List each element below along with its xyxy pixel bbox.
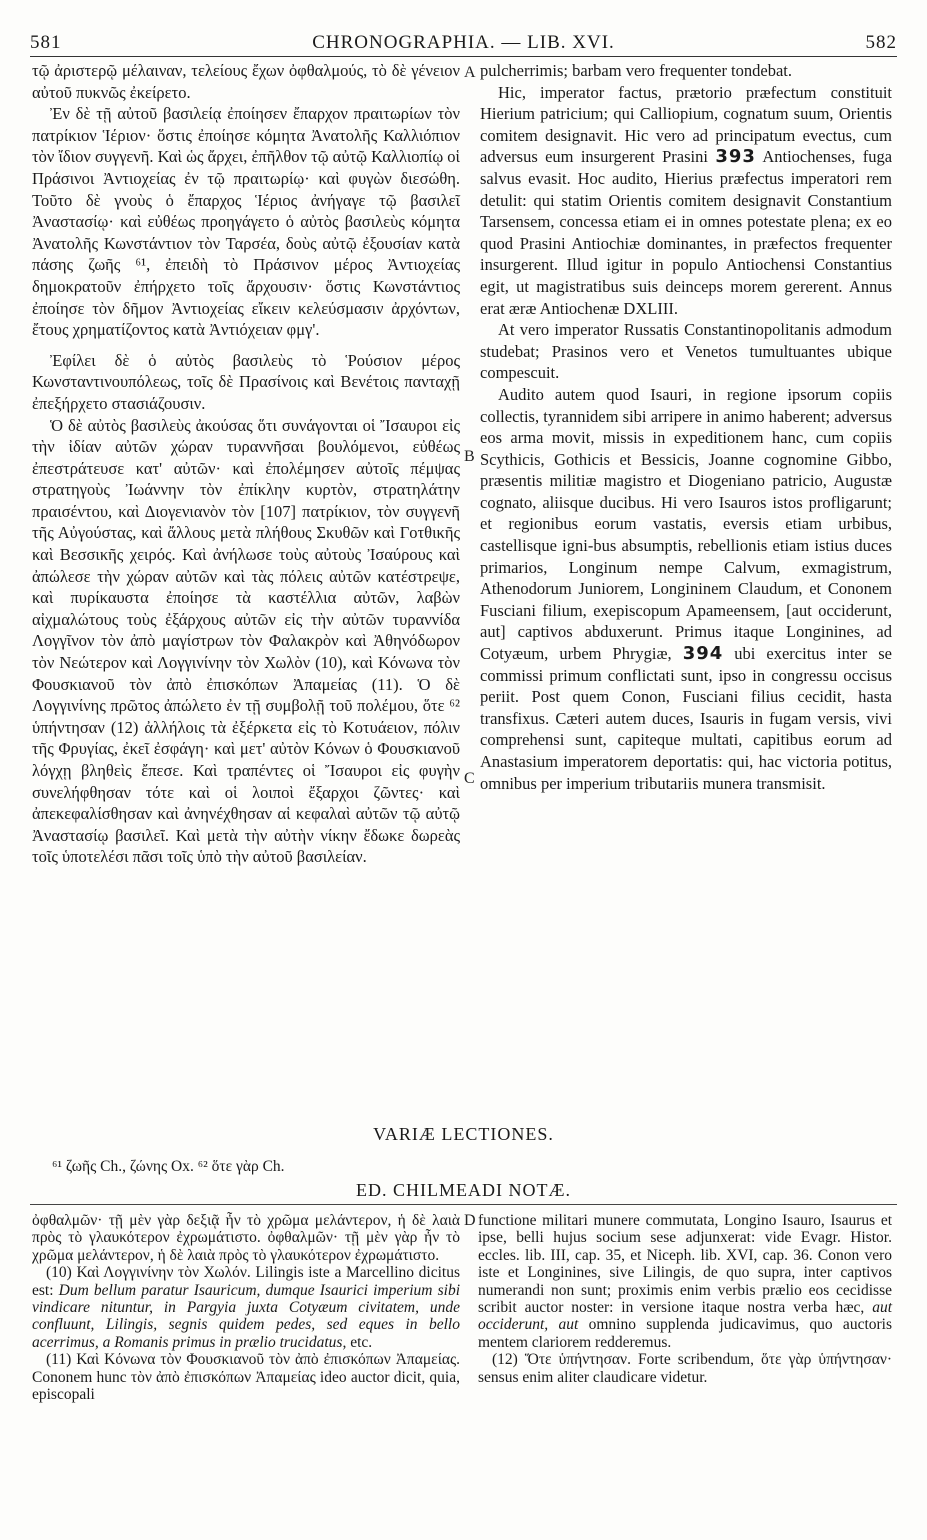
latin-paragraph: At vero imperator Russatis Constantinopolitanis admodum studebat; Prasinos vero et Venetos tumultuantes ubique compescuit. <box>480 320 892 383</box>
note-paragraph: ὀφθαλμῶν· τῇ μὲν γὰρ δεξιᾷ ἦν τὸ χρῶμα μελάντερον, ἡ δὲ λαιὰ πρὸς τὸ γλαυκότερον ἐχρωμάτιστο. ὀφθαλμῶν· τῇ μὲν γὰρ ἦν τὸ χρῶμα μελάντερον, ἡ δὲ λαιὰ πρὸς τὸ γλαυκότερον ἐχρωμάτιστο. <box>32 1212 460 1264</box>
greek-paragraph: Ἐν δὲ τῇ αὐτοῦ βασιλείᾳ ἐποίησεν ἔπαρχον πραιτωρίων τὸν πατρίκιον Ἱέριον· ὅστις ἐποίησε κόμητα Ἀνατολῆς Καλλιόπιον τὸν ἴδιον συγγενῆ. Καὶ ὡς ἄρχει, ἐπῆλθον τῷ αὐτῷ Καλλιοπίῳ οἱ Πράσινοι Ἀντιοχείας ἐν τῷ πραιτωρίῳ· καὶ φυγὼν διεσώθη. Τοῦτο δὲ γνοὺς ὁ ἔπαρχος Ἱέριος ἀνήγαγε τῷ βασιλεῖ Ἀναστασίῳ· καὶ εὐθέως προηγάγετο ὁ αὐτὸς βασιλεὺς κόμητα Ἀνατολῆς Κωνστάντιον τὸν Ταρσέα, δοὺς αὐτῷ ἐξουσίαν κατὰ πάσης ζωῆς ⁶¹, ἐπειδὴ τὸ Πράσινον μέρος Ἀντιοχείας δημοκρατοῦν ἐπήρχετο τοῖς ἄρχουσιν· ὅστις Κωνστάντιος ἐποίησε τὸν δῆμον Ἀντιοχείας εἴκειν κελεύσμασιν ἀρχόντων, ἔτους χρηματίζοντος κατὰ Ἀντιόχειαν φμγ'. <box>32 104 460 340</box>
note-paragraph: (11) Καὶ Κόνωνα τὸν Φουσκιανοῦ τὸν ἀπὸ ἐπισκόπων Ἀπαμείας. Cononem hunc τὸν ἀπὸ ἐπισκόπων Ἀπαμείας ideo auctor dicit, quia, episcopali <box>32 1351 460 1404</box>
margin-marker-d: D <box>464 1212 476 1229</box>
page-number-right: 582 <box>865 32 897 53</box>
latin-text: Audito autem quod Isauri, in regione ipsorum copiis collectis, tyrannidem sibi arripere in animo haberent; adversus eos arma movit, missis in expeditionem hanc, cum copiis Scythicis, Gothicis et Bessicis, Joanne cognomine Gibbo, præsentis militiæ magistro et Diogeniano patricio, Augustæ cognato, aliisque ducibus. Hi vero Isauros istos profligarunt; et regionibus eorum vastatis, eversis etiam urbibus, castellisque igni-bus absumptis, rebellionis etiam istius duces primarios, Longinum nempe Calvum, exmagistrum, Athenodorum Juniorem, Longininem Claudum, et Cononem Fusciani filium, exepiscopum Apameensem, [aut occiderunt, aut] captivos abduxerunt. Primus itaque Longinines, ad Cotyæum, urbem Phrygiæ, <box>480 384 892 664</box>
latin-paragraph <box>480 82 892 320</box>
margin-marker-a: A <box>464 64 476 81</box>
note-paragraph <box>478 1212 892 1351</box>
column-number: 394 <box>682 643 724 665</box>
note-quote: aut occiderunt, aut <box>478 1299 892 1334</box>
notes-right-column <box>478 1212 892 1386</box>
notes-title: ED. CHILMEADI NOTÆ. <box>356 1180 571 1200</box>
notes-divider <box>30 1204 897 1205</box>
margin-marker-c: C <box>464 770 475 787</box>
running-head <box>30 30 897 57</box>
latin-paragraph: pulcherrimis; barbam vero frequenter tondebat. <box>480 61 793 80</box>
column-number: 393 <box>715 146 756 168</box>
note-text: omnino supplenda judicavimus, quo auctoris mentem clariorem redderemus. <box>478 1316 893 1351</box>
notes-left-column <box>32 1212 460 1403</box>
note-paragraph: (12) Ὅτε ὑπήντησαν. Forte scribendum, ὅτε γὰρ ὑπήντησαν· sensus enim aliter claudicare videtur. <box>478 1351 892 1386</box>
latin-text: Hic, imperator factus, prætorio præfectum constituit Hierium patricium; qui Calliopium, cognatum suum, Orientis comitem designavit. Hic vero ad principatum evectus, cum adversus eum insurgerent Prasini <box>480 82 892 167</box>
greek-paragraph: Ἐφίλει δὲ ὁ αὐτὸς βασιλεὺς τὸ Ῥούσιον μέρος Κωνσταντινουπόλεως, τοῖς δὲ Πρασίνοις καὶ Βενέτοις πανταχῇ ἐπεξήρχετο στασιάζουσιν. <box>32 350 460 413</box>
greek-paragraph: Ὁ δὲ αὐτὸς βασιλεὺς ἀκούσας ὅτι συνάγονται οἱ Ἴσαυροι εἰς τὴν ἰδίαν αὐτῶν χώραν τυραννῆσαι βουλόμενοι, εὐθέως ἐπεστράτευσε κατ' αὐτῶν· καὶ ἐπολέμησεν αὐτοῖς πέμψας στρατηγοὺς Ἰωάννην τὸν ἐπίκλην κυρτὸν, στρατηλάτην πραισέντου, καὶ Διογενιανὸν τὸν [107] πατρίκιον, τὸν συγγενῆ τῆς Αὐγούστας, καὶ ἄλλους μετὰ πλήθους Σκυθῶν καὶ Γοτθικῆς καὶ Βεσσικῆς χειρός. Καὶ ἀνήλωσε τοὺς αὐτοὺς Ἰσαύρους καὶ ἀπώλεσε τὴν χώραν αὐτῶν καὶ τὰς πόλεις αὐτῶν κατέστρεψε, καὶ πυρίκαυστα ἐποίησε τὰ καστέλλια αὐτῶν, λαβὼν αἰχμαλώτους τοὺς ἐξάρχους αὐτῶν εἰς τὴν αὐτῶν τυραννίδα Λογγῖνον τὸν ἀπὸ μαγίστρων τὸν Φαλακρὸν καὶ Ἀθηνόδωρον τὸν Νεώτερον καὶ Λογγινίνην τὸν Χωλὸν (10), καὶ Κόνωνα τὸν Φουσκιανοῦ τὸν ἀπὸ ἐπισκόπων Ἀπαμείας (11). Ὁ δὲ Λογγινίνης πρῶτος ἀπώλετο ἐν τῇ συμβολῇ τοῦ πολέμου, ὅτε ⁶² ὑπήντησαν (12) ἀλλήλοις τὰ ἐξέρκετα εἰς τὸ Κοτυάειον, πόλιν τῆς Φρυγίας, ἐκεῖ ἐσφάγη· καὶ μετ' αὐτὸν Κόνων ὁ Φουσκιανοῦ λόγχῃ βληθεὶς ἔπεσε. Καὶ τραπέντες οἱ Ἴσαυροι εἰς φυγὴν συνελήφθησαν τότε καὶ οἱ λοιποὶ ἔξαρχοι ζῶντες· καὶ ἀπεκεφαλίσθησαν καὶ ἀνηνέχθησαν αἱ κεφαλαὶ αὐτῶν τῷ αὐτῷ Ἀναστασίῳ βασιλεῖ. Καὶ μετὰ τὴν αὐτὴν νίκην ἔδωκε δωρεὰς τοῖς ὑποτελέσι πᾶσι τοῖς ὑπὸ τὴν αὐτοῦ βασιλείαν. <box>32 415 460 867</box>
greek-column <box>32 60 460 868</box>
latin-column <box>480 60 892 794</box>
note-text: (10) Καὶ Λογγινίνην τὸν Χωλόν. Lilingis iste a Marcellino dicitus est: <box>32 1264 460 1299</box>
latin-text: ubi exercitus inter se commissi primum conflictati sunt, ipso in congressu occisus periit. Post quem Conon, Fusciani filius cecidit, hasta transfixus. Cæteri autem duces, Isauris in fugam versis, vivi comprehensi sunt, capiteque multati, capitibus eorum ad Anastasium imperatorem deportatis: qui, hac victoria potitus, omnibus per imperium tributariis munera transmisit. <box>480 644 893 793</box>
running-title: CHRONOGRAPHIA. — LIB. XVI. <box>312 32 615 53</box>
latin-text: Antiochenses, fuga salvus evasit. Hoc audito, Hierius præfectus imperatori rem detulit: qui statim Orientis comitem designavit Constantium Tarsensem, concessa etiam ei in omnes potestate plena; ex eo quod Prasini Antiochiæ dominantes, in præfectos frequenter insurgerent. Illud igitur in populo Antiochensi Constantius egit, ut magistratibus suis deinceps morem gererent. Annus erat æræ Antiochenæ DXLIII. <box>480 147 893 318</box>
latin-paragraph <box>480 384 892 794</box>
margin-marker-b: B <box>464 448 475 465</box>
varia-lectiones-title: VARIÆ LECTIONES. <box>373 1124 554 1144</box>
note-text: etc. <box>350 1333 373 1351</box>
page-number-left: 581 <box>30 32 62 53</box>
note-paragraph <box>32 1264 460 1351</box>
note-text: functione militari munere commutata, Longino Isauro, Isaurus et ipse, belli hujus socium sese adjunxerat: vide Evagr. Histor. eccles. lib. III, cap. 35, et Niceph. lib. XVI, cap. 36. Conon vero iste et Longinines, sive Lilingis, de quo supra, inter captivos numerandi non sunt; proximis enim verbis prælio eos cecidisse scribit auctor noster: in versione itaque nostra verba hæc, <box>478 1212 892 1317</box>
note-quote: Dum bellum paratur Isauricum, dumque Isaurici imperium sibi vindicare nituntur, in Pargyia juxta Cotyæum civitatem, unde confluunt, Lilingis, segnis quidem pedes, sed eques in bello acerrimus, a Romanis primus in prælio trucidatus, <box>32 1281 460 1351</box>
greek-paragraph: τῷ ἀριστερῷ μέλαιναν, τελείους ἔχων ὀφθαλμούς, τὸ δὲ γένειον αὐτοῦ πυκνῶς ἐκείρετο. <box>32 61 460 102</box>
varia-lectiones-line: ⁶¹ ζωῆς Ch., ζώνης Ox. ⁶² ὅτε γὰρ Ch. <box>52 1158 285 1175</box>
